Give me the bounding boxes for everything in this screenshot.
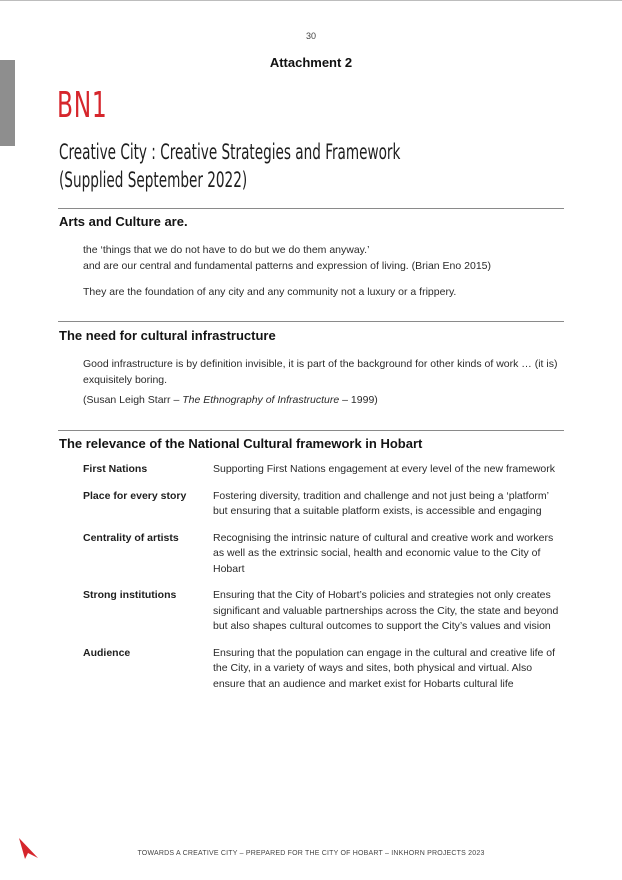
page-footer: TOWARDS A CREATIVE CITY – PREPARED FOR THE CITY OF HOBART – INKHORN PROJECTS 2023 — [137, 850, 485, 857]
framework-row — [83, 531, 565, 578]
document-code: BN1 — [57, 85, 108, 126]
framework-row-label: Strong institutions — [83, 589, 177, 601]
section-divider — [58, 321, 564, 322]
framework-row-text: Supporting First Nations engagement at every level of the new framework — [213, 463, 556, 475]
framework-row-text: Ensuring that the City of Hobart’s policies and strategies not only creates significant and valuable partnerships across the City, the state and beyond but also shapes cultural outcomes to support the City’s values and vision — [213, 589, 559, 632]
section-divider — [58, 430, 564, 431]
framework-row-label: Place for every story — [83, 489, 187, 502]
framework-row-text: Fostering diversity, tradition and challenge and not just being a ‘platform’ but ensuring that a suitable platform exists, is accessible and engaging — [213, 489, 549, 517]
document-title-line-1: Creative City : Creative Strategies and Framework — [59, 140, 401, 164]
framework-row — [83, 588, 565, 635]
framework-table — [83, 462, 565, 703]
section-heading-framework: The relevance of the National Cultural framework in Hobart — [59, 436, 423, 451]
side-tab-marker — [0, 60, 15, 146]
citation-title: The Ethnography of Infrastructure — [182, 394, 340, 406]
framework-row-label: Centrality of artists — [83, 531, 179, 544]
framework-row-label: Audience — [83, 646, 131, 659]
citation-prefix: (Susan Leigh Starr – — [83, 394, 183, 406]
document-title-line-2: (Supplied September 2022) — [59, 168, 248, 192]
infrastructure-citation — [83, 392, 565, 408]
framework-row-text: Recognising the intrinsic nature of cultural and creative work and workers as well as the extrinsic social, health and economic value to the City of Hobart — [213, 531, 554, 575]
framework-row — [83, 646, 565, 693]
infrastructure-quote: Good infrastructure is by definition invisible, it is part of the background for other kinds of work … (it is) exquisitely boring. — [83, 358, 558, 386]
section-heading-infrastructure: The need for cultural infrastructure — [59, 328, 276, 343]
arts-quote — [83, 242, 565, 274]
framework-row — [83, 462, 565, 478]
arts-line-2: and are our central and fundamental patterns and expression of living. (Brian Eno 2015) — [83, 260, 492, 272]
arts-line-1: the ‘things that we do not have to do but we do them anyway.’ — [83, 244, 370, 256]
page-number: 30 — [305, 31, 316, 41]
top-border — [0, 0, 622, 1]
document-title — [59, 138, 401, 194]
framework-row-text: Ensuring that the population can engage in the cultural and creative life of the City, in a variety of ways and sites, both physical and virtual. Also ensure that an audience and market exist for Hobarts cultural life — [213, 646, 556, 690]
section-divider — [58, 208, 564, 209]
framework-row-label: First Nations — [83, 463, 148, 475]
framework-row — [83, 489, 565, 520]
attachment-label: Attachment 2 — [269, 55, 353, 70]
arts-statement: They are the foundation of any city and any community not a luxury or a frippery. — [83, 286, 457, 298]
section-heading-arts: Arts and Culture are. — [59, 214, 188, 229]
citation-suffix: – 1999) — [339, 394, 378, 406]
